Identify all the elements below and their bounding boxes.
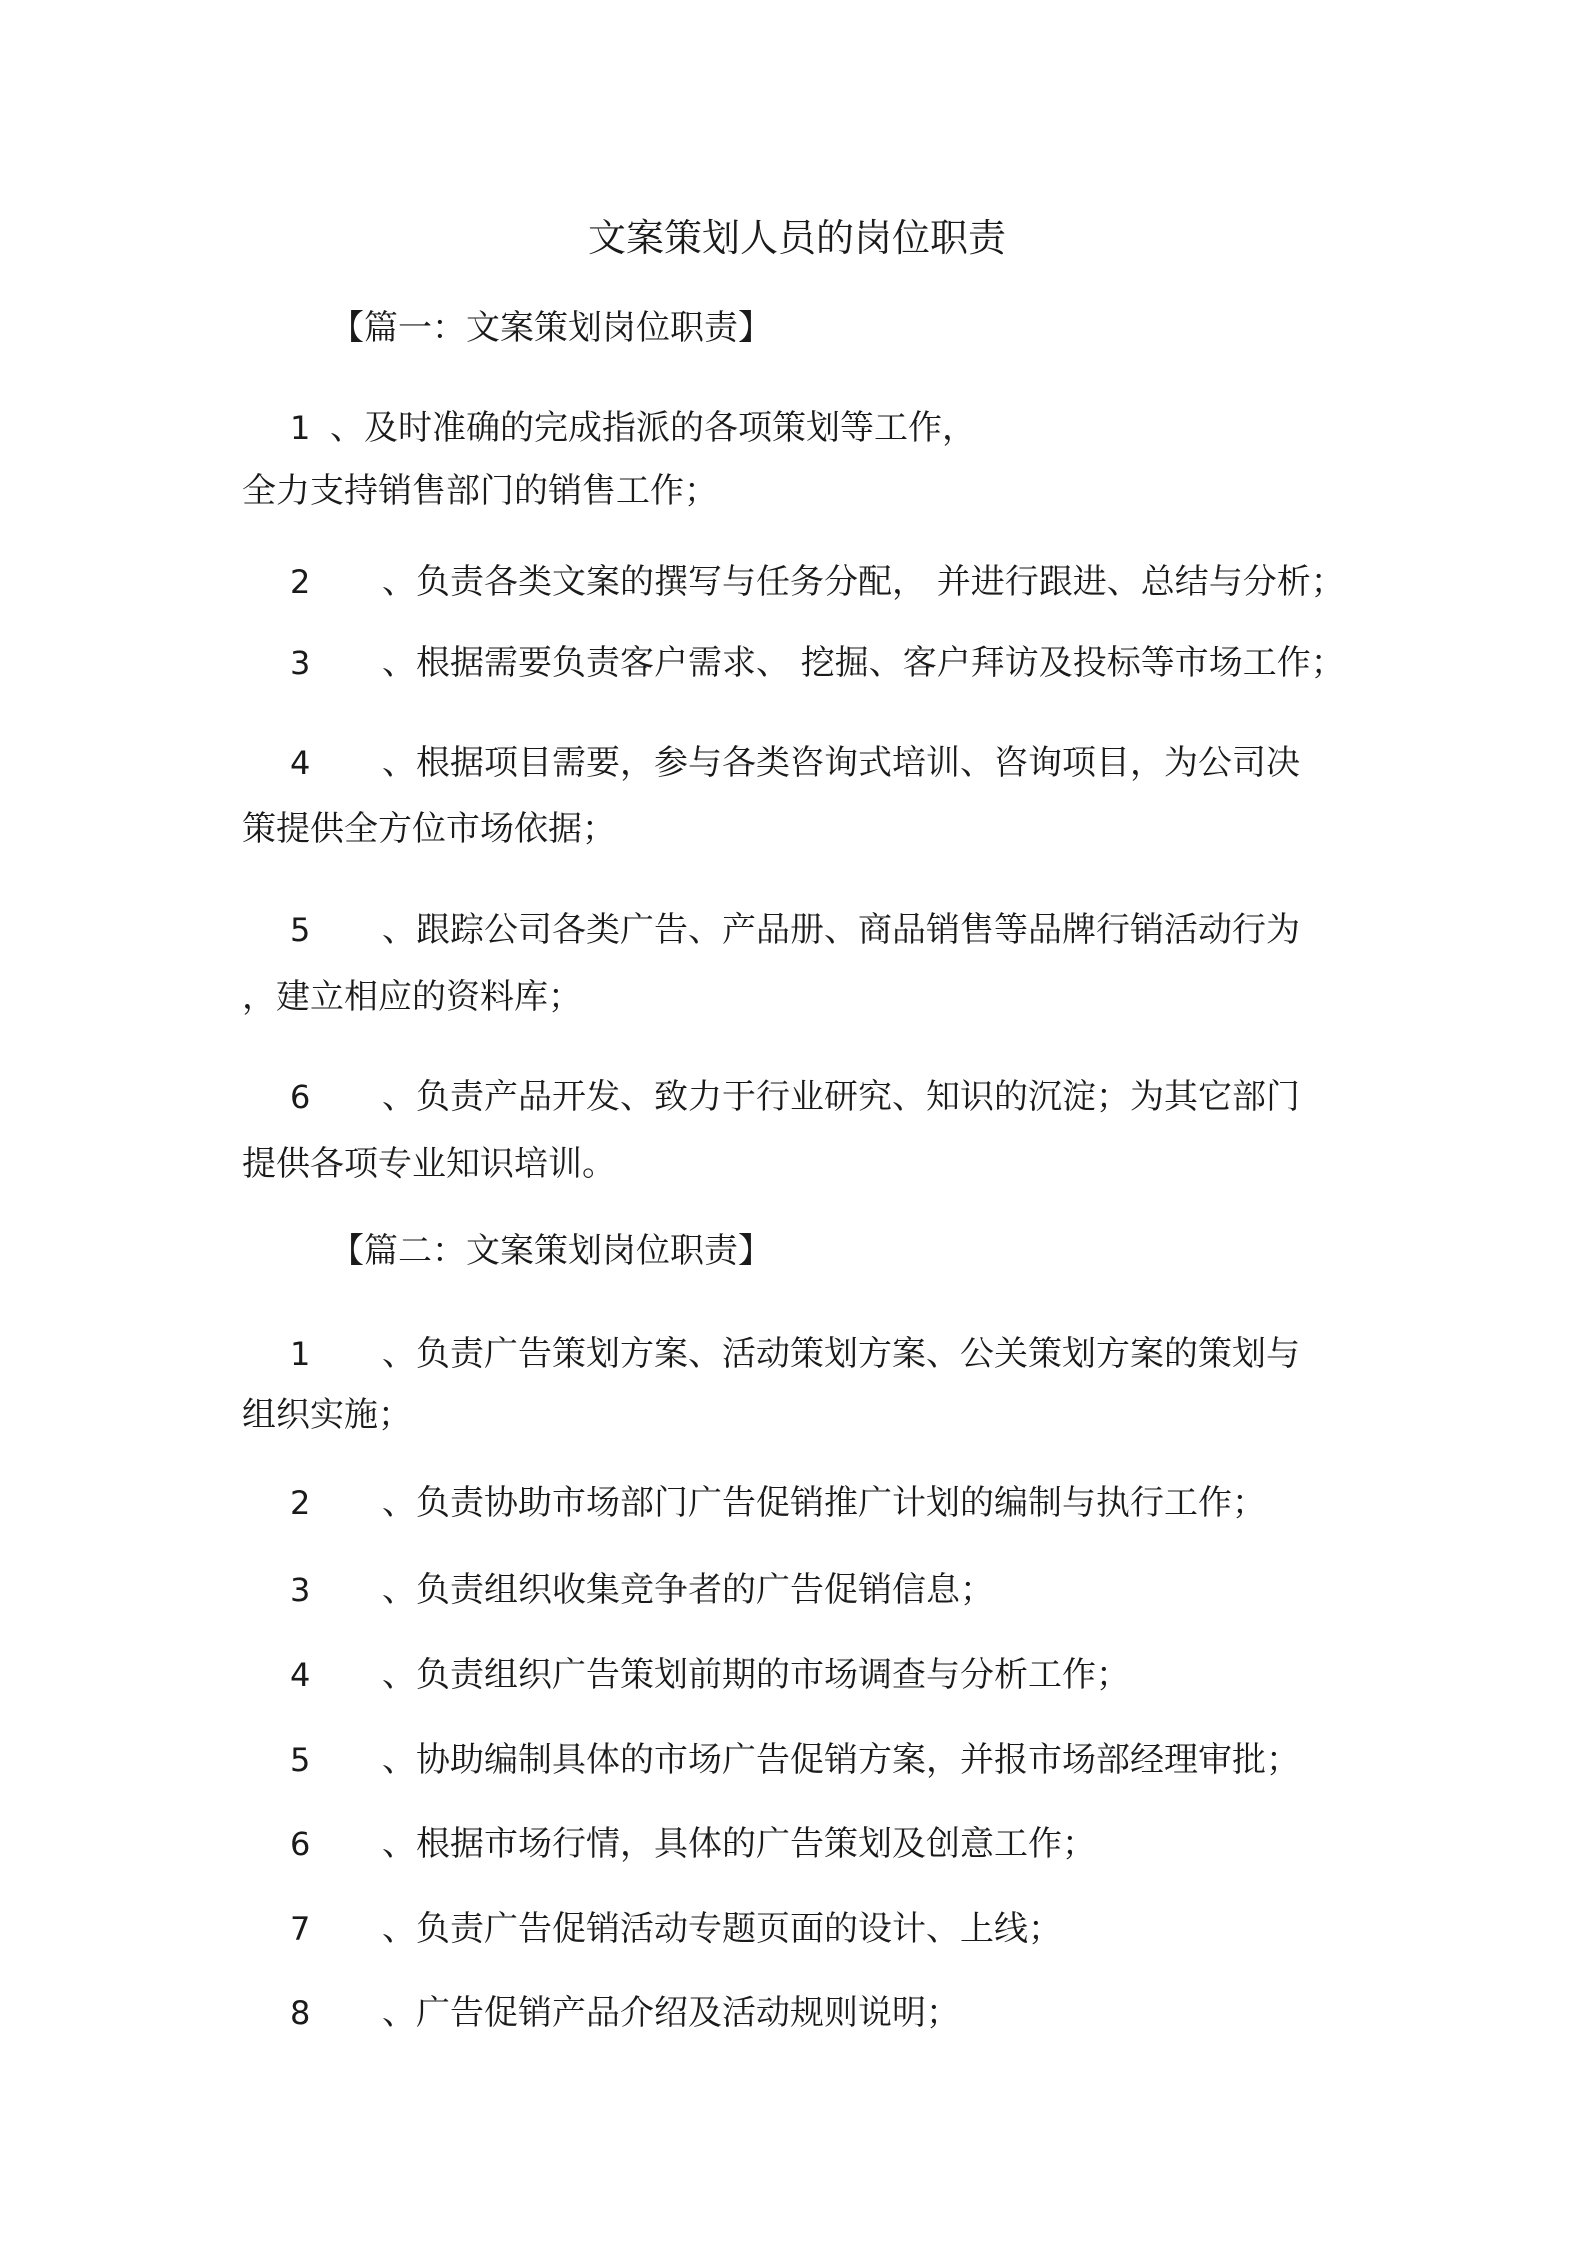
list-item — [290, 638, 1345, 688]
item-text: 、负责广告促销活动专题页面的设计、上线； — [382, 1909, 1062, 1949]
item-text: 、负责广告策划方案、活动策划方案、公关策划方案的策划与 — [382, 1334, 1300, 1374]
section-heading-1: 【篇一：文案策划岗位职责】 — [330, 308, 772, 348]
list-item — [290, 1478, 1266, 1528]
item-number: 8 — [290, 1994, 311, 2032]
item-text: 、负责协助市场部门广告促销推广计划的编制与执行工作； — [382, 1483, 1266, 1523]
list-item — [290, 403, 976, 453]
item-text: 、及时准确的完成指派的各项策划等工作， — [330, 408, 976, 448]
item-number: 5 — [290, 1741, 311, 1779]
list-item — [290, 1565, 994, 1615]
list-item — [290, 1904, 1062, 1954]
item-number: 2 — [290, 1484, 311, 1522]
item-text-continuation: 提供各项专业知识培训。 — [242, 1144, 616, 1184]
list-item — [290, 557, 1345, 607]
item-number: 5 — [290, 911, 311, 949]
item-number: 3 — [290, 1571, 311, 1609]
list-item — [290, 738, 1300, 788]
item-number: 3 — [290, 644, 311, 682]
list-item — [290, 905, 1300, 955]
item-text: 、负责各类文案的撰写与任务分配， 并进行跟进、总结与分析； — [382, 562, 1345, 602]
item-text: 、根据市场行情，具体的广告策划及创意工作； — [382, 1824, 1096, 1864]
item-text: 、跟踪公司各类广告、产品册、商品销售等品牌行销活动行为 — [382, 910, 1300, 950]
item-text: 、广告促销产品介绍及活动规则说明； — [382, 1993, 960, 2033]
item-text: 、根据项目需要，参与各类咨询式培训、咨询项目，为公司决 — [382, 743, 1300, 783]
list-item — [290, 1072, 1300, 1122]
item-number: 2 — [290, 563, 311, 601]
item-text-continuation: 全力支持销售部门的销售工作； — [242, 471, 718, 511]
item-text-continuation: ，建立相应的资料库； — [242, 977, 582, 1017]
item-text: 、负责组织收集竞争者的广告促销信息； — [382, 1570, 994, 1610]
item-number: 6 — [290, 1078, 311, 1116]
list-item — [290, 1735, 1300, 1785]
item-number: 7 — [290, 1910, 311, 1948]
list-item — [290, 1988, 960, 2038]
item-number: 1 — [290, 409, 311, 447]
item-text: 、根据需要负责客户需求、 挖掘、客户拜访及投标等市场工作； — [382, 643, 1345, 683]
list-item — [290, 1819, 1096, 1869]
item-number: 4 — [290, 744, 311, 782]
item-text: 、协助编制具体的市场广告促销方案，并报市场部经理审批； — [382, 1740, 1300, 1780]
item-text-continuation: 组织实施； — [242, 1395, 412, 1435]
list-item — [290, 1329, 1300, 1379]
item-text: 、负责产品开发、致力于行业研究、知识的沉淀；为其它部门 — [382, 1077, 1300, 1117]
item-number: 1 — [290, 1335, 311, 1373]
item-number: 6 — [290, 1825, 311, 1863]
item-number: 4 — [290, 1656, 311, 1694]
list-item — [290, 1650, 1130, 1700]
section-heading-2: 【篇二：文案策划岗位职责】 — [330, 1231, 772, 1271]
item-text-continuation: 策提供全方位市场依据； — [242, 809, 616, 849]
document-title: 文案策划人员的岗位职责 — [587, 216, 1006, 260]
item-text: 、负责组织广告策划前期的市场调查与分析工作； — [382, 1655, 1130, 1695]
